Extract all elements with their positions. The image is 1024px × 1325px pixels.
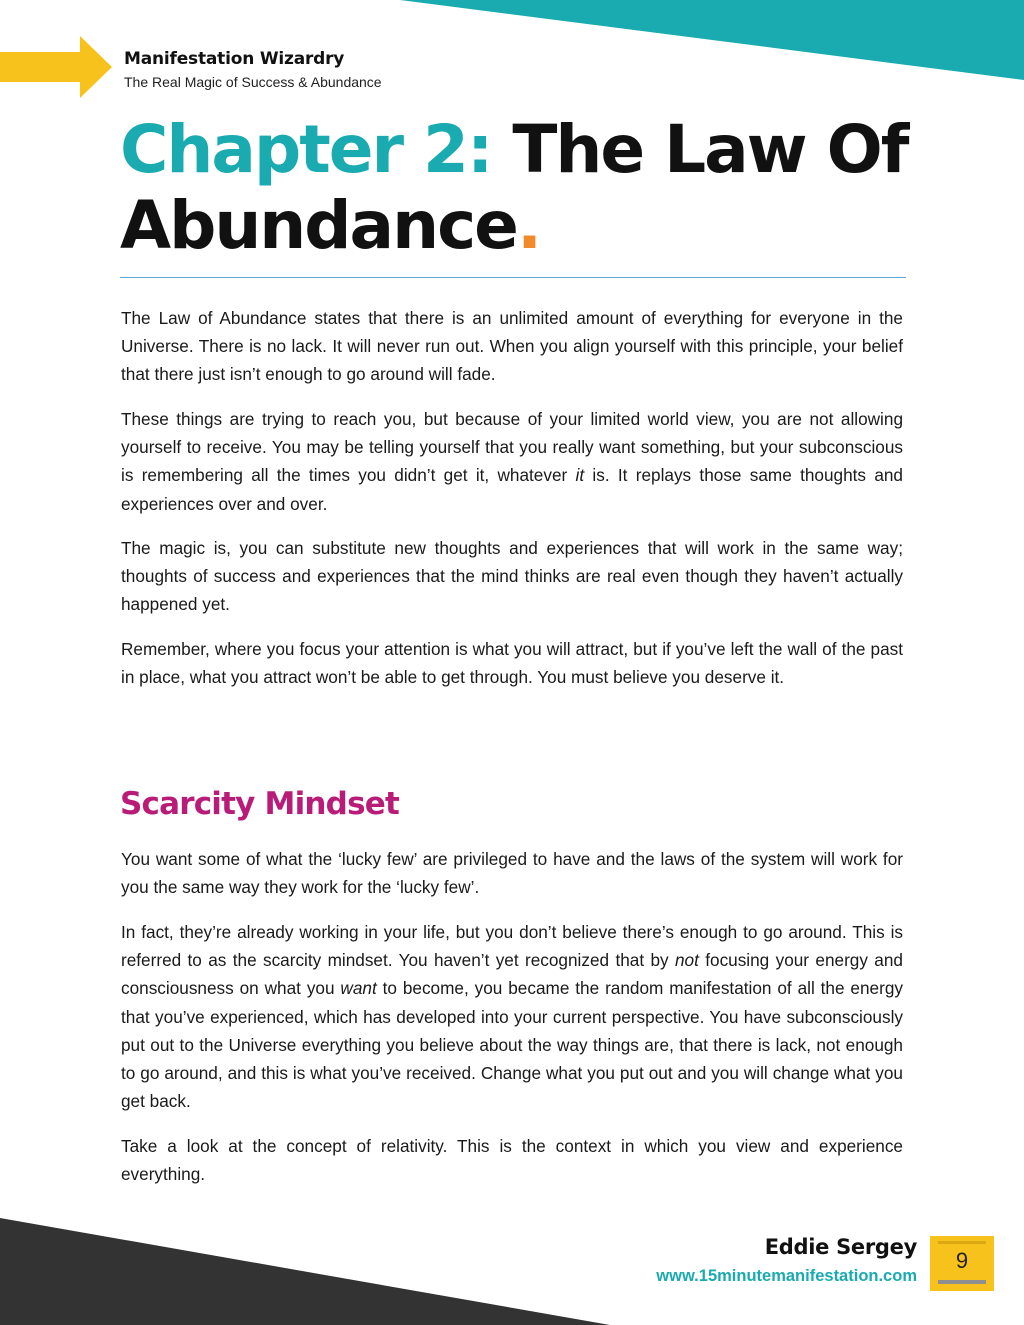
paragraph-2 [121, 405, 903, 518]
header-title: Manifestation Wizardry [124, 49, 345, 69]
paragraph-6-emphasis-want: want [340, 978, 377, 999]
page-badge-bottom-bar [938, 1280, 986, 1284]
footer-dark-band [0, 1218, 610, 1325]
header-teal-band [400, 0, 1024, 80]
footer-url-link[interactable]: www.15minutemanifestation.com [656, 1267, 917, 1285]
page-badge-top-bar [938, 1241, 986, 1244]
chapter-title-line1: The Law Of [512, 111, 908, 188]
header-arrow-icon [0, 36, 112, 98]
header-subtitle: The Real Magic of Success & Abundance [124, 74, 382, 90]
footer-author: Eddie Sergey [764, 1235, 917, 1259]
paragraph-3: The magic is, you can substitute new thoughts and experiences that will work in the same way; thoughts of success and experiences that the mind thinks are real even though they haven’t actually happened yet. [121, 538, 903, 615]
paragraph-2-text-a: These things are trying to reach you, but because of your limited world view, you are not allowing yourself to receive. You may be telling yourself that you really want something, but your subconscious is remembering all the times you didn’t get it, whatever [121, 409, 903, 486]
chapter-title-dot: . [516, 187, 541, 264]
paragraph-5: You want some of what the ‘lucky few’ are privileged to have and the laws of the system will work for you the same way they work for the ‘lucky few’. [121, 849, 903, 898]
paragraph-6-text-a: In fact, they’re already working in your life, but you don’t believe there’s enough to go around. This is referred to as the scarcity mindset. You haven’t yet recognized that by [121, 922, 903, 971]
page-number: 9 [955, 1248, 969, 1273]
paragraph-6-emphasis-not: not [674, 950, 699, 971]
paragraph-2-emphasis: it [575, 465, 585, 486]
chapter-title-line2: Abundance [120, 187, 517, 264]
paragraph-4: Remember, where you focus your attention is what you will attract, but if you’ve left the wall of the past in place, what you attract won’t be able to get through. You must believe you deserve it. [121, 639, 903, 688]
paragraph-6 [121, 918, 903, 1115]
paragraph-2-text-b: is. It replays those same thoughts and experiences over and over. [121, 465, 903, 514]
paragraph-6-text-b: focusing your energy and consciousness on what you [121, 950, 903, 999]
chapter-label: Chapter 2: [120, 111, 492, 188]
paragraph-1: The Law of Abundance states that there is an unlimited amount of everything for everyone in the Universe. There is no lack. It will never run out. When you align yourself with this principle, your belief that there just isn’t enough to go around will fade. [121, 308, 903, 385]
chapter-heading [120, 112, 920, 264]
document-header [124, 48, 382, 92]
page-number-badge [930, 1236, 994, 1291]
section-heading: Scarcity Mindset [120, 786, 399, 822]
paragraph-7: Take a look at the concept of relativity. This is the context in which you view and experience everything. [121, 1136, 903, 1185]
heading-divider [120, 277, 906, 278]
paragraph-6-text-c: to become, you became the random manifestation of all the energy that you’ve experienced, which has developed into your current perspective. You have subconsciously put out to the Universe everything you believe about the way things are, that there is lack, not enough to go around, and this is what you’ve received. Change what you put out and you will change what you get back. [121, 978, 903, 1112]
